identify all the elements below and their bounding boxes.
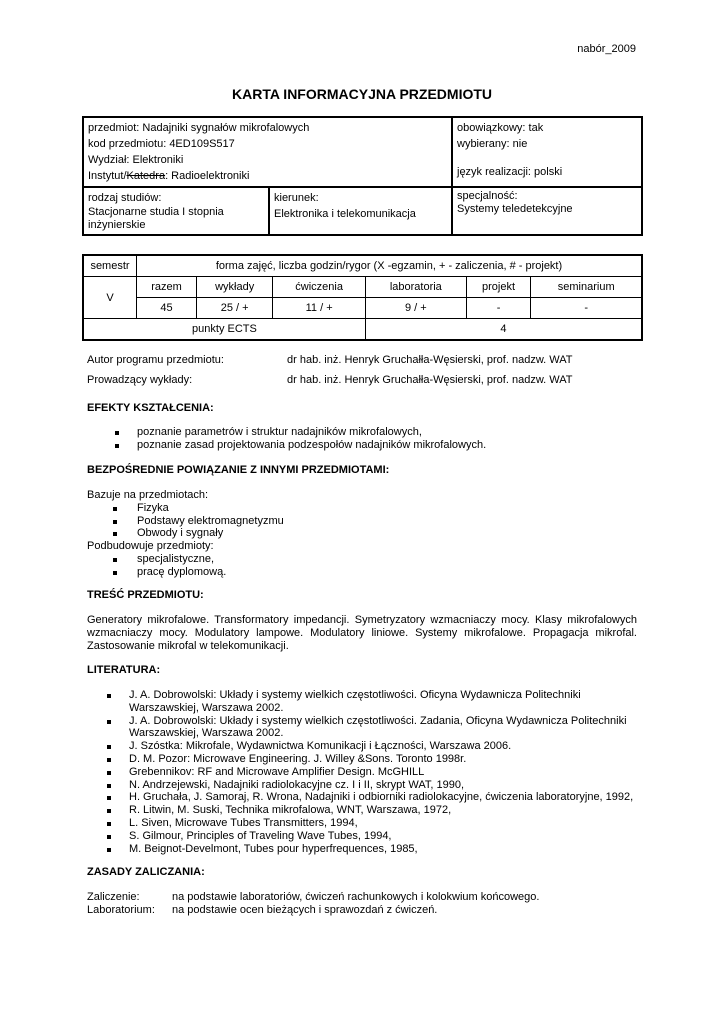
instytut: Instytut/Katedra: Radioelektroniki <box>88 170 250 182</box>
wybierany: wybierany: nie <box>457 138 528 150</box>
autor-value: dr hab. inż. Henryk Gruchałła-Węsierski, prof. nadzw. WAT <box>287 354 573 366</box>
list-item: S. Gilmour, Principles of Traveling Wave Tubes, 1994, <box>129 830 639 843</box>
val-projekt: - <box>466 298 531 319</box>
list-item: Grebennikov: RF and Microwave Amplifier Design. McGHILL <box>129 766 639 779</box>
rodzaj-value: Stacjonarne studia I stopnia inżynierskie <box>88 206 224 231</box>
rodzaj-label: rodzaj studiów: <box>88 192 162 204</box>
val-razem: 45 <box>137 298 197 319</box>
przedmiot: przedmiot: Nadajniki sygnałów mikrofalowych <box>88 122 310 134</box>
col-cwiczenia: ćwiczenia <box>273 277 366 298</box>
zaliczenie-value: na podstawie laboratoriów, ćwiczeń rachunkowych i kolokwium końcowego. <box>172 891 540 903</box>
list-item: Obwody i sygnały <box>137 527 284 540</box>
zaliczenie-label: Zaliczenie: <box>87 891 140 903</box>
val-seminarium: - <box>531 298 642 319</box>
col-wyklady: wykłady <box>197 277 273 298</box>
tresc-text: Generatory mikrofalowe. Transformatory impedancji. Symetryzatory wzmacniaczy mocy. Klasy mikrofalowych wzmacniaczy mocy. Modulatory lampowe. Modulatory liniowe. Systemy mikrofalowe. Propagacja mikrofal. Zastosowanie mikrofal w telekomunikacji. <box>87 614 637 652</box>
col-razem: razem <box>137 277 197 298</box>
val-cwiczenia: 11 / + <box>273 298 366 319</box>
laboratorium-label: Laboratorium: <box>87 904 155 916</box>
nabor-label: nabór_2009 <box>577 43 636 55</box>
list-item: L. Siven, Microwave Tubes Transmitters, 1994, <box>129 817 639 830</box>
efekty-heading: EFEKTY KSZTAŁCENIA: <box>87 402 214 414</box>
autor-row <box>87 354 572 366</box>
list-item: specjalistyczne, <box>137 553 284 566</box>
autor-label: Autor programu przedmiotu: <box>87 354 224 366</box>
val-wyklady: 25 / + <box>197 298 273 319</box>
list-item: Fizyka <box>137 502 284 515</box>
specjalnosc-value: Systemy teledetekcyjne <box>457 203 573 215</box>
ects-label: punkty ECTS <box>83 319 365 341</box>
ects-value: 4 <box>365 319 642 341</box>
page-title: KARTA INFORMACYJNA PRZEDMIOTU <box>231 86 493 102</box>
list-item: poznanie parametrów i struktur nadajników mikrofalowych, <box>137 426 486 439</box>
semestr-label: semestr <box>83 255 137 277</box>
hours-table <box>82 254 643 341</box>
col-seminarium: seminarium <box>531 277 642 298</box>
list-item: Podstawy elektromagnetyzmu <box>137 515 284 528</box>
col-laboratoria: laboratoria <box>365 277 466 298</box>
obowiazkowy: obowiązkowy: tak <box>457 122 544 134</box>
list-item: poznanie zasad projektowania podzespołów nadajników mikrofalowych. <box>137 439 486 452</box>
list-item: D. M. Pozor: Microwave Engineering. J. Willey &Sons. Toronto 1998r. <box>129 753 639 766</box>
forma-label: forma zajęć, liczba godzin/rygor (X -egzamin, + - zaliczenia, # - projekt) <box>137 255 643 277</box>
podbudowuje-label: Podbudowuje przedmioty: <box>87 540 214 553</box>
literatura-list <box>129 689 639 855</box>
bazuje-label: Bazuje na przedmiotach: <box>87 489 209 501</box>
list-item: N. Andrzejewski, Nadajniki radiolokacyjne cz. I i II, skrypt WAT, 1990, <box>129 779 639 792</box>
list-item: H. Gruchała, J. Samoraj, R. Wrona, Nadajniki i odbiorniki radiolokacyjne, ćwiczenia laboratoryjne, 1992, <box>129 791 639 804</box>
zasady-body <box>87 891 539 917</box>
jezyk-realizacji: język realizacji: polski <box>457 166 563 178</box>
specjalnosc-label: specjalność: <box>457 190 518 202</box>
zasady-heading: ZASADY ZALICZANIA: <box>87 866 205 878</box>
semestr-value: V <box>83 277 137 319</box>
powiazanie-body <box>87 489 284 579</box>
list-item: R. Litwin, M. Suski, Technika mikrofalowa, WNT, Warszawa, 1972, <box>129 804 639 817</box>
kierunek-value: Elektronika i telekomunikacja <box>274 208 416 220</box>
list-item: pracę dyplomową. <box>137 566 284 579</box>
list-item: J. A. Dobrowolski: Układy i systemy wielkich częstotliwości. Oficyna Wydawnicza Politechniki Warszawskiej, Warszawa 2002. <box>129 689 639 715</box>
literatura-heading: LITERATURA: <box>87 664 161 676</box>
list-item: J. Szóstka: Mikrofale, Wydawnictwa Komunikacji i Łączności, Warszawa 2006. <box>129 740 639 753</box>
list-item: M. Beignot-Develmont, Tubes pour hyperfrequences, 1985, <box>129 843 639 856</box>
prowadzacy-label: Prowadzący wykłady: <box>87 374 193 386</box>
kod-przedmiotu: kod przedmiotu: 4ED109S517 <box>88 138 235 150</box>
course-info-table <box>82 116 643 236</box>
kierunek-label: kierunek: <box>274 192 319 204</box>
laboratorium-value: na podstawie ocen bieżących i sprawozdań z ćwiczeń. <box>172 904 438 916</box>
prowadzacy-row <box>87 374 572 386</box>
list-item: J. A. Dobrowolski: Układy i systemy wielkich częstotliwości. Zadania, Oficyna Wydawnicza Politechniki Warszawskiej, Warszawa 2002. <box>129 715 639 741</box>
val-laboratoria: 9 / + <box>365 298 466 319</box>
tresc-heading: TREŚĆ PRZEDMIOTU: <box>87 589 204 601</box>
prowadzacy-value: dr hab. inż. Henryk Gruchałła-Węsierski, prof. nadzw. WAT <box>287 374 573 386</box>
wydzial: Wydział: Elektroniki <box>88 154 184 166</box>
efekty-list <box>137 426 486 452</box>
col-projekt: projekt <box>466 277 531 298</box>
powiazanie-heading: BEZPOŚREDNIE POWIĄZANIE Z INNYMI PRZEDMIOTAMI: <box>87 464 390 476</box>
